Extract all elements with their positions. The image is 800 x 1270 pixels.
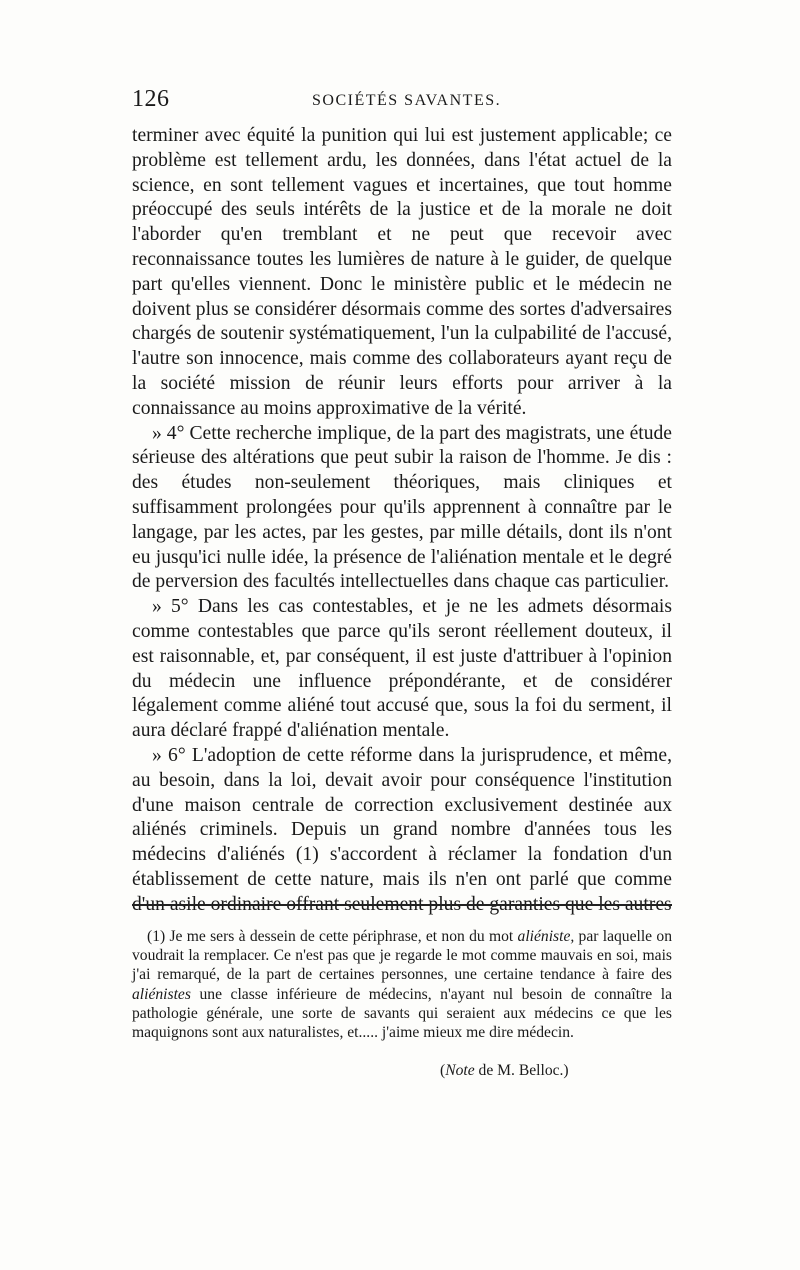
attribution-open: ( (440, 1062, 446, 1079)
paragraph-point-5: » 5° Dans les cas contestables, et je ne les admets désormais comme contestables que parce qu'ils seront réellement douteux, il est raisonnable, et, par conséquent, il est juste d'attribuer à l'opinion du médecin une influence prépondérante, et de considérer légalement comme aliéné tout accusé que, sous la foi du serment, il aura déclaré frappé d'aliénation mentale. (132, 596, 672, 742)
paragraph-continuation: terminer avec équité la punition qui lui est justement applicable; ce problème est tellement ardu, les données, dans l'état actuel de la science, en sont tellement vagues et incertaines, que tout homme préoccupé des seuls intérêts de la justice et de la morale ne doit l'aborder qu'en tremblant et ne peut que recevoir avec reconnaissance toutes les lumières de nature à le guider, de quelque part qu'elles viennent. Donc le ministère public et le médecin ne doivent plus se considérer désormais comme des sortes d'adversaires chargés de soutenir systématiquement, l'un la culpabilité de l'accusé, l'autre son innocence, mais comme des collaborateurs ayant reçu de la société mission de réunir leurs efforts pour arriver à la connaissance au moins approximative de la vérité. (132, 125, 672, 419)
footnote-term-alienistes: aliénistes (132, 985, 191, 1003)
attribution-note: Note (445, 1062, 475, 1079)
paragraph-point-4: » 4° Cette recherche implique, de la part des magistrats, une étude sérieuse des altérations que peut subir la raison de l'homme. Je dis : des études non-seulement théoriques, mais cliniques et suffisamment prolongées pour qu'ils apprennent à connaître par le langage, par les actes, par les gestes, par mille détails, dont ils n'ont eu jusqu'ici nulle idée, la présence de l'aliénation mentale et le degré de perversion des facultés intellectuelles dans chaque cas particulier. (132, 422, 672, 593)
page-number: 126 (132, 86, 170, 112)
footnote-rest: une classe inférieure de médecins, n'ayant nul besoin de connaître la pathologie générale, une sorte de savants qui seraient aux médecins ce que les maquignons sont aux naturalistes, et..... j'aime mieux me dire médecin. (132, 985, 672, 1042)
attribution-rest: de M. Belloc.) (474, 1062, 569, 1079)
page-header (132, 86, 672, 116)
footnote-attribution (132, 1061, 672, 1080)
footnote-separator (132, 904, 672, 906)
footnote-lead: (1) Je me sers à dessein de cette périphrase, et non du mot (147, 928, 518, 945)
running-title: SOCIÉTÉS SAVANTES. (312, 92, 502, 109)
paragraph-point-6: » 6° L'adoption de cette réforme dans la jurisprudence, et même, au besoin, dans la loi, devait avoir pour conséquence l'institution d'une maison centrale de correction exclusivement destinée aux aliénés criminels. Depuis un grand nombre d'années tous les médecins d'aliénés (1) s'accordent à réclamer la fondation d'un établissement de cette nature, mais ils n'en ont parlé que comme d'un asile ordinaire offrant seulement plus de garanties que les autres (132, 744, 672, 915)
footnote-term-alieniste: aliéniste, (517, 928, 575, 945)
footnote (132, 927, 672, 1042)
body-text (132, 124, 672, 918)
footnote-middle: par laquelle on voudrait la remplacer. Ce n'est pas que je regarde le mot comme mauvais en soi, mais j'ai remarqué, de la part de certaines personnes, une certaine tendance à faire des (132, 928, 672, 984)
footnote-text (132, 927, 672, 1042)
